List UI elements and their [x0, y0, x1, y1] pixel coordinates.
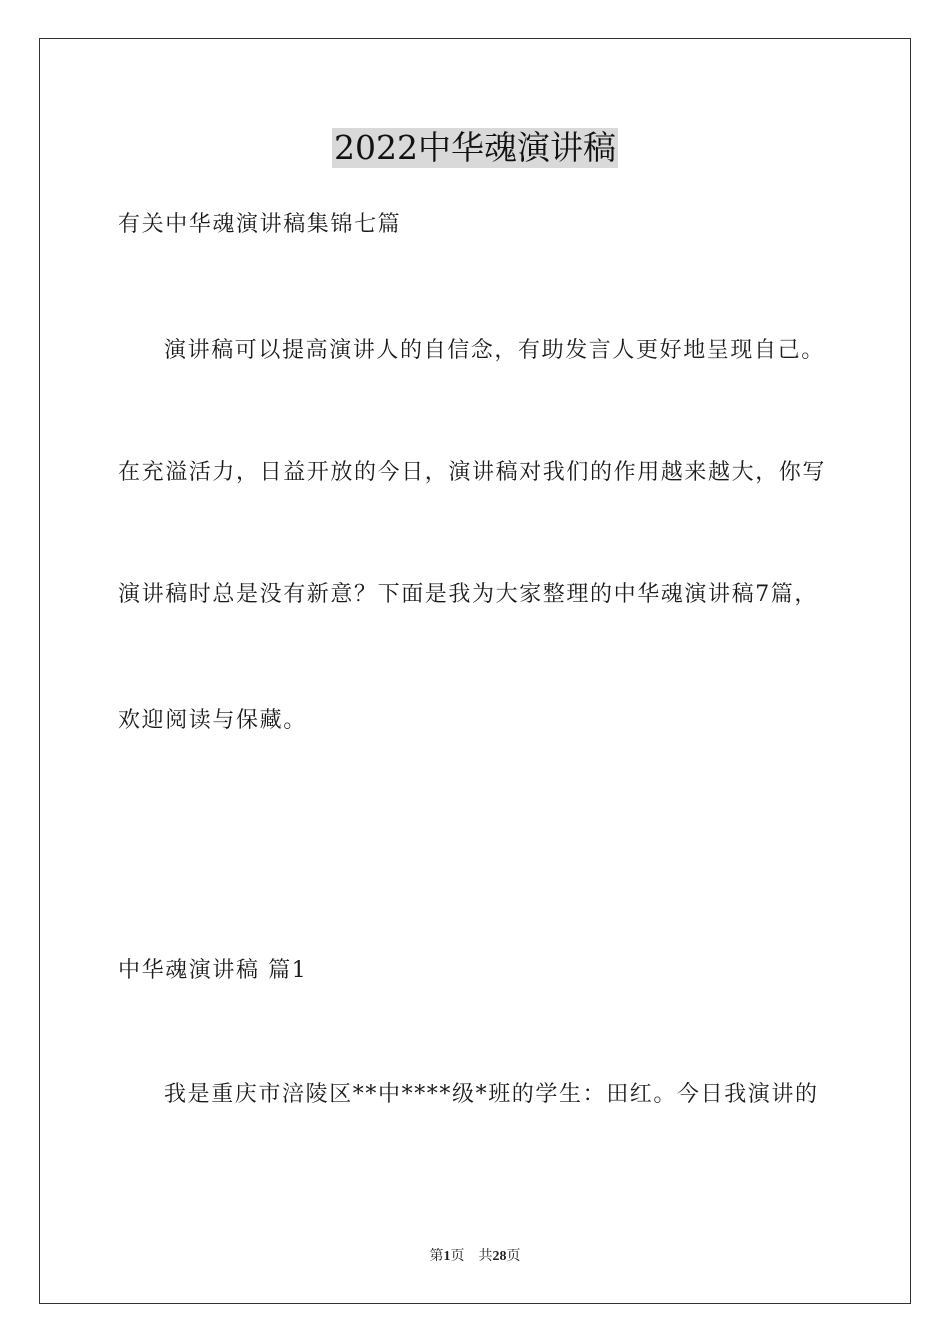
section-heading: 中华魂演讲稿 篇1	[118, 958, 308, 983]
footer-total-prefix: 共	[478, 1249, 493, 1264]
document-title: 2022中华魂演讲稿	[334, 128, 616, 167]
footer-total-suffix: 页	[506, 1249, 521, 1264]
footer-page-suffix: 页	[450, 1249, 465, 1264]
page-footer	[0, 1248, 950, 1266]
title-container	[0, 128, 950, 168]
footer-page-number: 1	[443, 1249, 451, 1264]
document-subtitle: 有关中华魂演讲稿集锦七篇	[118, 212, 402, 237]
intro-line-4: 欢迎阅读与保藏。	[118, 708, 307, 733]
section-first-line: 我是重庆市涪陵区**中****级*班的学生：田红。今日我演讲的	[164, 1082, 819, 1107]
footer-total-pages: 28	[492, 1249, 507, 1264]
intro-line-2: 在充溢活力，日益开放的今日，演讲稿对我们的作用越来越大，你写	[118, 460, 827, 485]
intro-line-1: 演讲稿可以提高演讲人的自信念，有助发言人更好地呈现自己。	[164, 338, 825, 363]
footer-page-prefix: 第	[429, 1249, 444, 1264]
intro-line-3: 演讲稿时总是没有新意？下面是我为大家整理的中华魂演讲稿7篇，	[118, 582, 818, 607]
